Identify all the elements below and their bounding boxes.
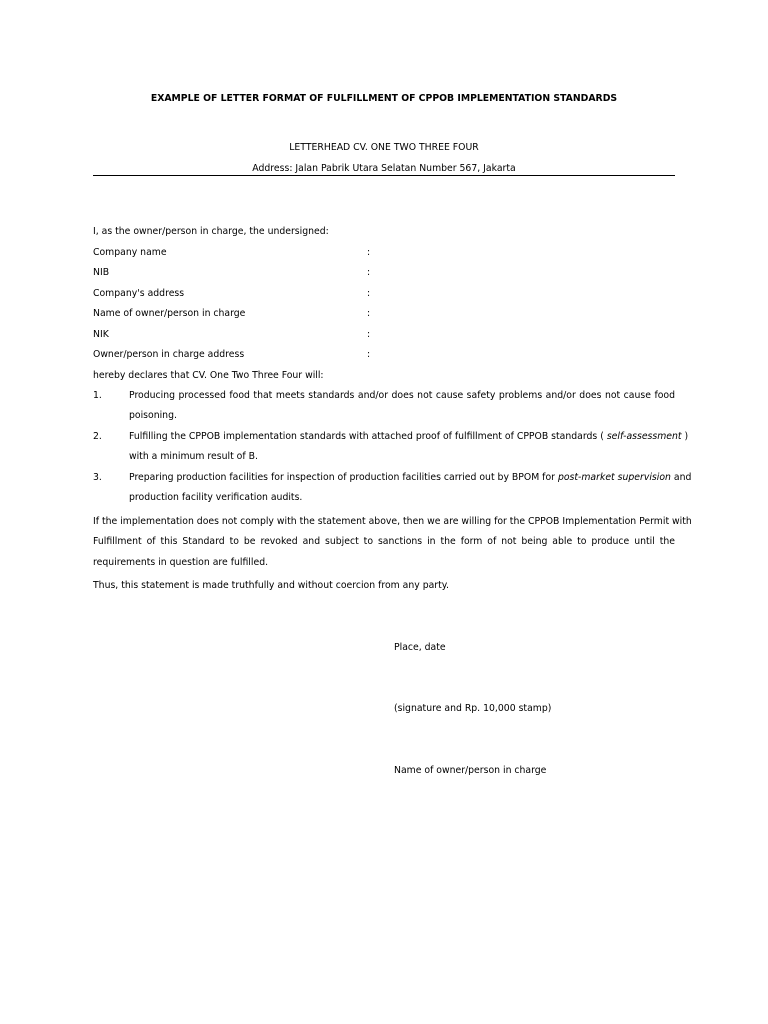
item-2-text: Fulfilling the CPPOB implementation standards with attached proof of fulfillment of CPPOB standards ( (129, 431, 604, 442)
item-3-line-2: production facility verification audits. (129, 492, 303, 503)
item-1-number: 1. (93, 390, 102, 401)
sanction-line-1: If the implementation does not comply with the statement above, then we are willing for the CPPOB Implementation Permit with (93, 516, 692, 527)
letterhead-name: LETTERHEAD CV. ONE TWO THREE FOUR (289, 142, 479, 153)
item-3-number: 3. (93, 472, 102, 483)
field-company-name-colon: : (367, 247, 371, 258)
field-nib-label: NIB (93, 267, 110, 278)
field-owner-address-colon: : (367, 349, 371, 360)
field-nib-colon: : (367, 267, 371, 278)
item-1-line-1: Producing processed food that meets standards and/or does not cause safety problems and/or does not cause food (129, 390, 675, 401)
item-2-line-2: with a minimum result of B. (129, 451, 258, 462)
item-3-text: Preparing production facilities for inspection of production facilities carried out by BPOM for (129, 472, 555, 483)
item-3-line-1 (129, 472, 692, 483)
item-2-close-paren: ) (684, 431, 689, 442)
field-company-address-colon: : (367, 288, 371, 299)
document-title: EXAMPLE OF LETTER FORMAT OF FULFILLMENT OF CPPOB IMPLEMENTATION STANDARDS (150, 93, 618, 104)
field-nik-label: NIK (93, 329, 109, 340)
letterhead-address: Address: Jalan Pabrik Utara Selatan Number 567, Jakarta (252, 163, 516, 174)
closing-statement: Thus, this statement is made truthfully and without coercion from any party. (93, 580, 449, 591)
item-1-line-2: poisoning. (129, 410, 177, 421)
item-2-line-1 (129, 431, 689, 442)
signatory-name: Name of owner/person in charge (394, 765, 547, 776)
sanction-line-3: requirements in question are fulfilled. (93, 557, 269, 568)
field-owner-address-label: Owner/person in charge address (93, 349, 245, 360)
declaration-lead: hereby declares that CV. One Two Three Four will: (93, 370, 324, 381)
place-date: Place, date (394, 642, 446, 653)
intro-text: I, as the owner/person in charge, the undersigned: (93, 226, 329, 237)
signature-stamp-note: (signature and Rp. 10,000 stamp) (394, 703, 552, 714)
field-owner-name-label: Name of owner/person in charge (93, 308, 246, 319)
item-2-number: 2. (93, 431, 102, 442)
field-owner-name-colon: : (367, 308, 371, 319)
item-3-italic-term: post-market supervision (557, 472, 671, 483)
sanction-line-2: Fulfillment of this Standard to be revoked and subject to sanctions in the form of not being able to produce until the (93, 536, 675, 547)
letterhead-divider (93, 175, 675, 176)
field-nik-colon: : (367, 329, 371, 340)
item-3-tail: and (673, 472, 692, 483)
field-company-name-label: Company name (93, 247, 167, 258)
item-2-italic-term: self-assessment (606, 431, 682, 442)
field-company-address-label: Company's address (93, 288, 185, 299)
